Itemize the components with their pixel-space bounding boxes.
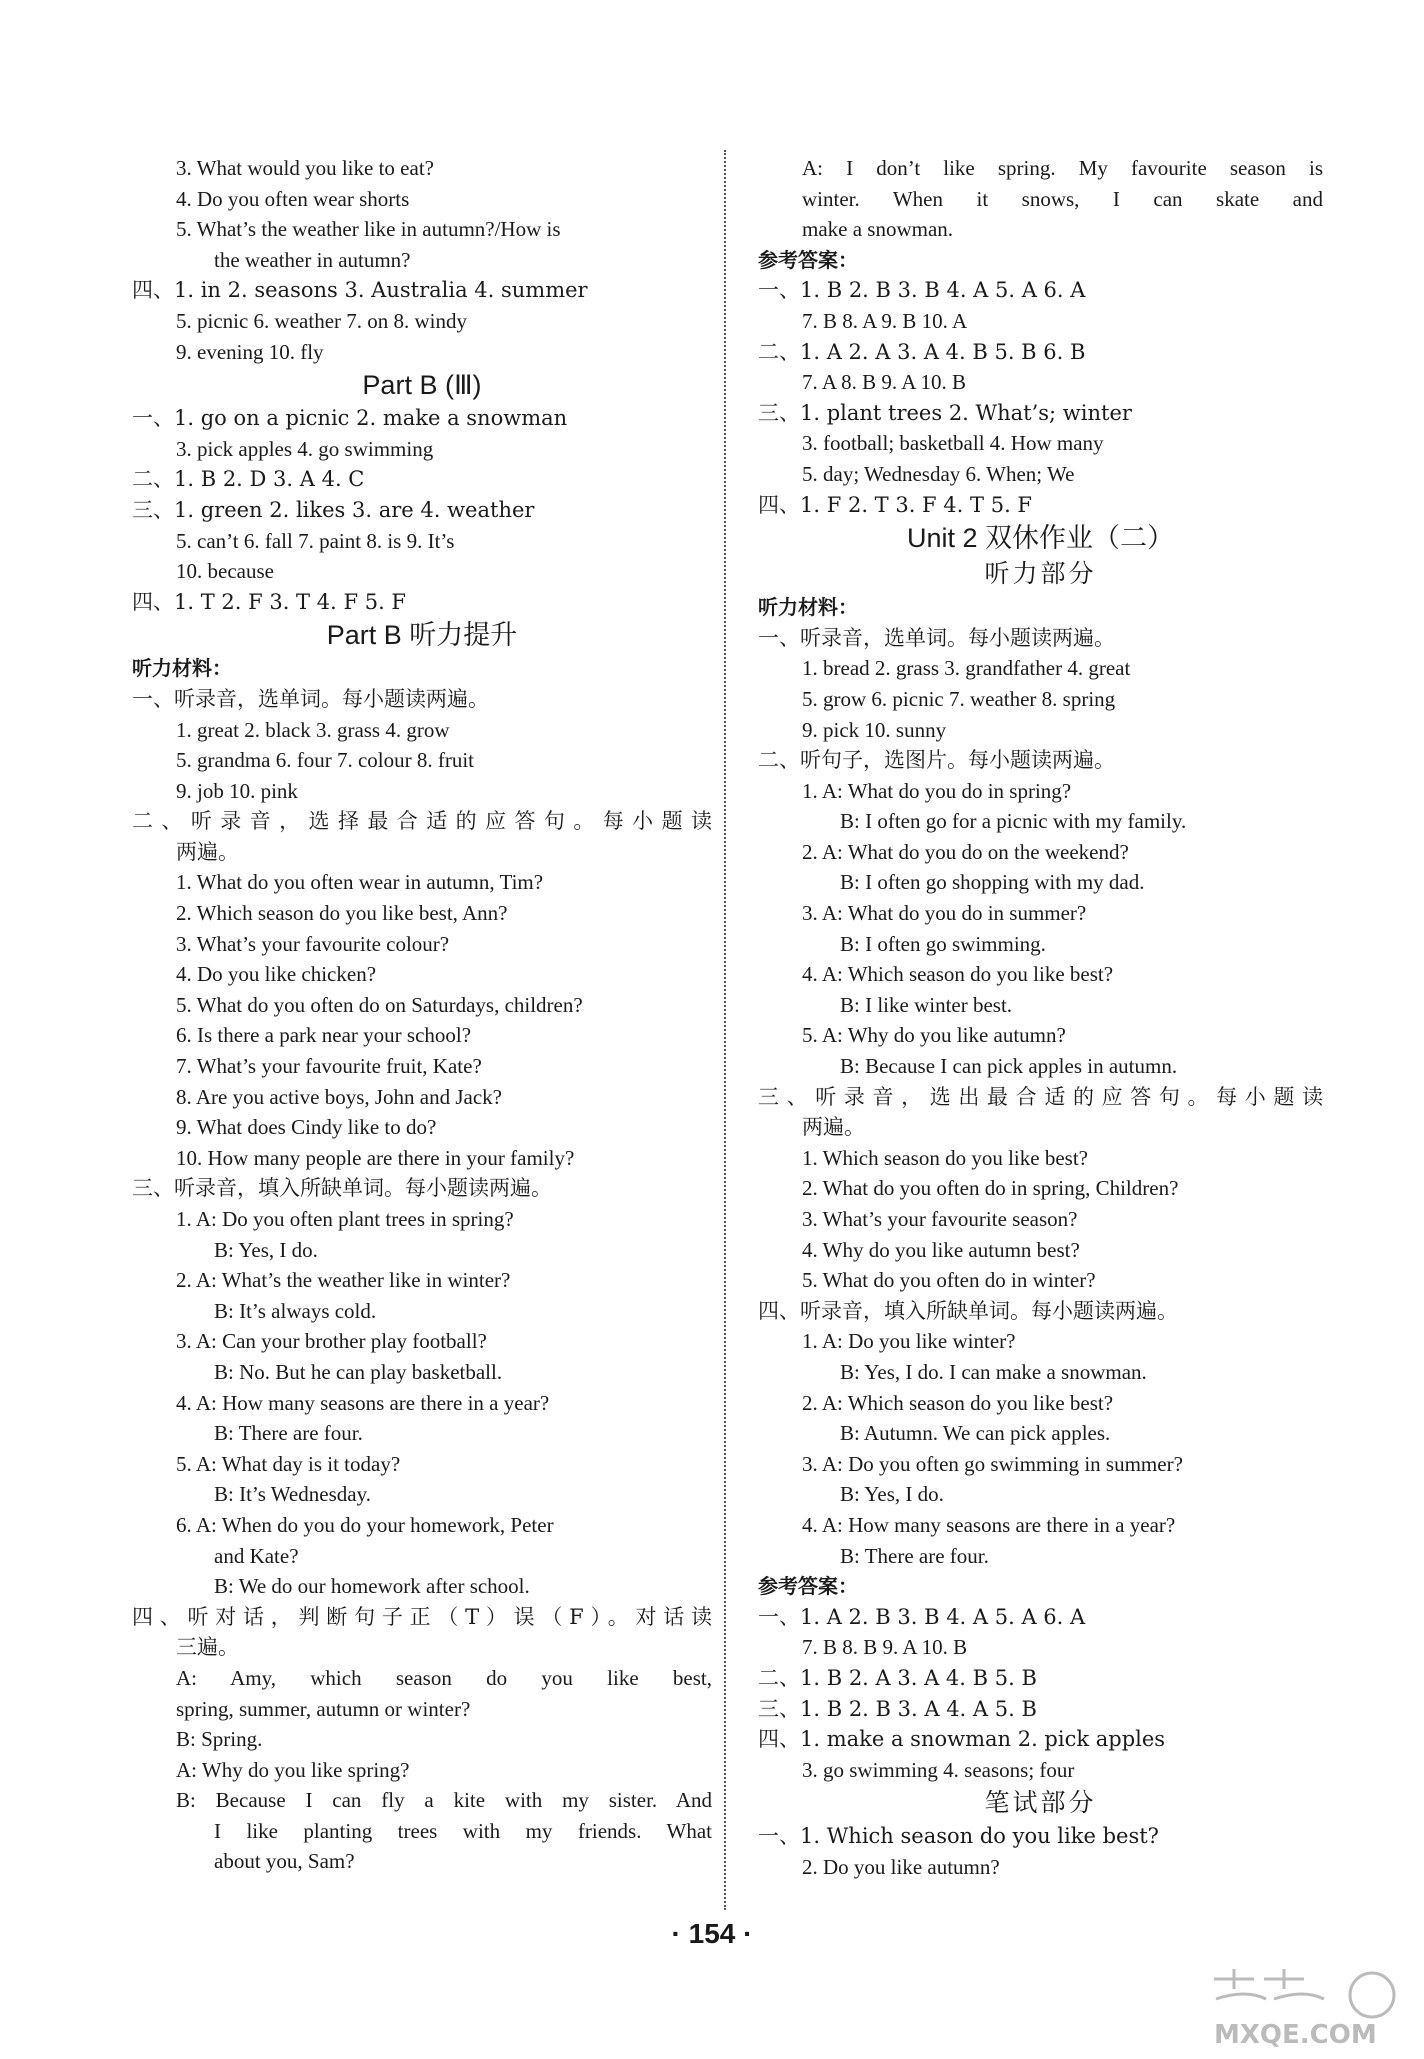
section-heading: Unit 2 双休作业（二）	[906, 523, 1175, 554]
text-line: 参考答案：	[758, 247, 858, 272]
text-line: B: I like winter best.	[840, 992, 1013, 1017]
text-line: 1. bread 2. grass 3. grandfather 4. great	[802, 656, 1131, 681]
text-line: 5. What do you often do on Saturdays, children?	[176, 992, 583, 1017]
text-line: B: Because I can pick apples in autumn.	[840, 1054, 1178, 1079]
text-line: A: I don’t like spring. My favourite season is	[802, 156, 1323, 180]
text-line: 四、1. make a snowman 2. pick apples	[758, 1727, 1166, 1752]
text-line: 四、听对话，判断句子正（T）误（F）。对话读	[132, 1604, 712, 1629]
text-line: 四、听录音，填入所缺单词。每小题读两遍。	[758, 1298, 1178, 1323]
text-line: B: There are four.	[214, 1421, 363, 1446]
text-line: A: Amy, which season do you like best,	[176, 1665, 712, 1690]
text-line: 三遍。	[176, 1635, 239, 1660]
text-line: spring, summer, autumn or winter?	[176, 1696, 471, 1721]
text-line: I like planting trees with my friends. What	[214, 1818, 712, 1843]
text-line: 2. A: Which season do you like best?	[802, 1390, 1114, 1415]
text-line: 三、听录音，填入所缺单词。每小题读两遍。	[132, 1176, 552, 1201]
text-line: 7. A 8. B 9. A 10. B	[802, 370, 966, 395]
watermark-logo-icon	[1204, 1959, 1404, 2049]
text-line: 四、1. F 2. T 3. F 4. T 5. F	[758, 492, 1032, 517]
text-line: 2. Which season do you like best, Ann?	[176, 901, 508, 926]
text-line: 三、听录音，选出最合适的应答句。每小题读	[758, 1084, 1323, 1109]
text-line: 3. What would you like to eat?	[176, 156, 434, 180]
text-line: 7. B 8. A 9. B 10. A	[802, 308, 968, 333]
text-line: 7. B 8. B 9. A 10. B	[802, 1635, 968, 1660]
text-line: B: It’s Wednesday.	[214, 1482, 371, 1507]
text-line: A: Why do you like spring?	[176, 1757, 410, 1782]
page-number: · 154 ·	[671, 1918, 753, 1949]
text-line: 5. What do you often do in winter?	[802, 1268, 1096, 1293]
text-line: 5. day; Wednesday 6. When; We	[802, 461, 1075, 486]
text-line: B: It’s always cold.	[214, 1298, 377, 1323]
text-line: the weather in autumn?	[214, 247, 411, 272]
text-line: 9. What does Cindy like to do?	[176, 1115, 437, 1140]
section-heading: Part B 听力提升	[326, 620, 518, 651]
text-line: 9. pick 10. sunny	[802, 717, 947, 742]
text-line: B: I often go for a picnic with my family.	[840, 809, 1187, 834]
text-line: 一、1. Which season do you like best?	[758, 1824, 1159, 1849]
text-line: 3. A: Do you often go swimming in summer?	[802, 1451, 1183, 1476]
text-line: B: Spring.	[176, 1727, 263, 1752]
text-line: 1. A: What do you do in spring?	[802, 778, 1072, 803]
text-line: 5. grow 6. picnic 7. weather 8. spring	[802, 686, 1116, 711]
text-line: 3. A: What do you do in summer?	[802, 901, 1087, 926]
text-line: 8. Are you active boys, John and Jack?	[176, 1084, 503, 1109]
text-line: B: Yes, I do.	[214, 1237, 318, 1262]
text-line: 三、1. green 2. likes 3. are 4. weather	[132, 497, 535, 522]
text-line: 9. evening 10. fly	[176, 339, 324, 364]
text-line: B: Because I can fly a kite with my sister. And	[176, 1788, 712, 1813]
text-line: 3. pick apples 4. go swimming	[176, 436, 434, 461]
text-line: 二、听句子，选图片。每小题读两遍。	[758, 748, 1115, 773]
text-line: 10. because	[176, 559, 274, 584]
text-line: B: No. But he can play basketball.	[214, 1359, 503, 1384]
text-line: 3. What’s your favourite colour?	[176, 931, 450, 956]
text-line: 4. Why do you like autumn best?	[802, 1237, 1080, 1262]
text-line: 二、1. B 2. A 3. A 4. B 5. B	[758, 1665, 1037, 1690]
text-line: about you, Sam?	[214, 1849, 355, 1874]
text-line: 7. What’s your favourite fruit, Kate?	[176, 1054, 482, 1079]
text-line: make a snowman.	[802, 217, 954, 242]
text-line: B: I often go shopping with my dad.	[840, 870, 1145, 895]
text-line: 四、1. in 2. seasons 3. Australia 4. summer	[132, 278, 588, 303]
text-line: 两遍。	[176, 839, 239, 864]
text-line: 三、1. B 2. B 3. A 4. A 5. B	[758, 1696, 1037, 1721]
text-line: 5. picnic 6. weather 7. on 8. windy	[176, 308, 468, 333]
section-heading: 笔试部分	[984, 1788, 1097, 1818]
right-column	[758, 153, 1323, 1882]
text-line: 一、听录音，选单词。每小题读两遍。	[758, 625, 1115, 650]
text-line: B: Yes, I do.	[840, 1482, 944, 1507]
text-line: 3. A: Can your brother play football?	[176, 1329, 487, 1354]
text-line: 5. What’s the weather like in autumn?/How is	[176, 217, 561, 242]
text-line: 2. A: What do you do on the weekend?	[802, 839, 1129, 864]
text-line: B: We do our homework after school.	[214, 1574, 530, 1599]
text-line: 2. A: What’s the weather like in winter?	[176, 1268, 511, 1293]
text-line: 4. Do you like chicken?	[176, 962, 377, 987]
text-line: 三、1. plant trees 2. What’s; winter	[758, 400, 1132, 425]
text-line: 9. job 10. pink	[176, 778, 298, 803]
text-line: 一、听录音，选单词。每小题读两遍。	[132, 686, 489, 711]
text-line: 四、1. T 2. F 3. T 4. F 5. F	[132, 589, 406, 614]
text-line: 一、1. A 2. B 3. B 4. A 5. A 6. A	[758, 1604, 1086, 1629]
text-line: 6. A: When do you do your homework, Peter	[176, 1512, 554, 1537]
text-line: and Kate?	[214, 1543, 299, 1568]
text-line: 4. A: How many seasons are there in a year?	[176, 1390, 550, 1415]
text-line: B: Autumn. We can pick apples.	[840, 1421, 1111, 1446]
text-line: B: I often go swimming.	[840, 931, 1046, 956]
text-line: 1. Which season do you like best?	[802, 1145, 1088, 1170]
text-line: 4. A: Which season do you like best?	[802, 962, 1114, 987]
column-divider	[724, 150, 726, 1910]
section-heading: Part B (Ⅲ)	[362, 370, 482, 401]
text-line: 3. What’s your favourite season?	[802, 1207, 1078, 1231]
section-heading: 听力部分	[984, 559, 1097, 589]
text-line: 5. A: What day is it today?	[176, 1451, 401, 1476]
text-line: 3. go swimming 4. seasons; four	[802, 1757, 1075, 1782]
text-line: 参考答案：	[758, 1574, 858, 1599]
text-line: 二、听录音，选择最合适的应答句。每小题读	[132, 809, 712, 834]
text-line: 1. great 2. black 3. grass 4. grow	[176, 717, 450, 742]
text-line: 10. How many people are there in your family?	[176, 1145, 575, 1170]
text-line: 6. Is there a park near your school?	[176, 1023, 472, 1048]
text-line: 1. A: Do you often plant trees in spring?	[176, 1207, 514, 1231]
text-line: B: Yes, I do. I can make a snowman.	[840, 1359, 1147, 1384]
text-line: 5. grandma 6. four 7. colour 8. fruit	[176, 748, 475, 773]
text-line: 1. What do you often wear in autumn, Tim?	[176, 870, 544, 895]
text-line: 2. Do you like autumn?	[802, 1854, 1000, 1879]
text-line: 二、1. B 2. D 3. A 4. C	[132, 467, 365, 492]
svg-text:MXQE.COM: MXQE.COM	[1214, 2020, 1377, 2049]
text-line: 4. Do you often wear shorts	[176, 186, 410, 211]
text-line: 两遍。	[802, 1115, 865, 1140]
text-line: 5. can’t 6. fall 7. paint 8. is 9. It’s	[176, 528, 455, 553]
text-line: B: There are four.	[840, 1543, 989, 1568]
text-line: 二、1. A 2. A 3. A 4. B 5. B 6. B	[758, 339, 1086, 364]
text-line: 3. football; basketball 4. How many	[802, 431, 1104, 456]
text-line: 2. What do you often do in spring, Children?	[802, 1176, 1179, 1201]
text-line: 一、1. B 2. B 3. B 4. A 5. A 6. A	[758, 278, 1086, 303]
text-line: 4. A: How many seasons are there in a year?	[802, 1512, 1176, 1537]
text-line: 1. A: Do you like winter?	[802, 1329, 1016, 1354]
text-line: 一、1. go on a picnic 2. make a snowman	[132, 406, 568, 431]
text-line: winter. When it snows, I can skate and	[802, 186, 1323, 211]
left-column	[132, 153, 712, 1877]
text-line: 听力材料：	[132, 656, 232, 681]
text-line: 听力材料：	[758, 595, 858, 620]
text-line: 5. A: Why do you like autumn?	[802, 1023, 1066, 1048]
